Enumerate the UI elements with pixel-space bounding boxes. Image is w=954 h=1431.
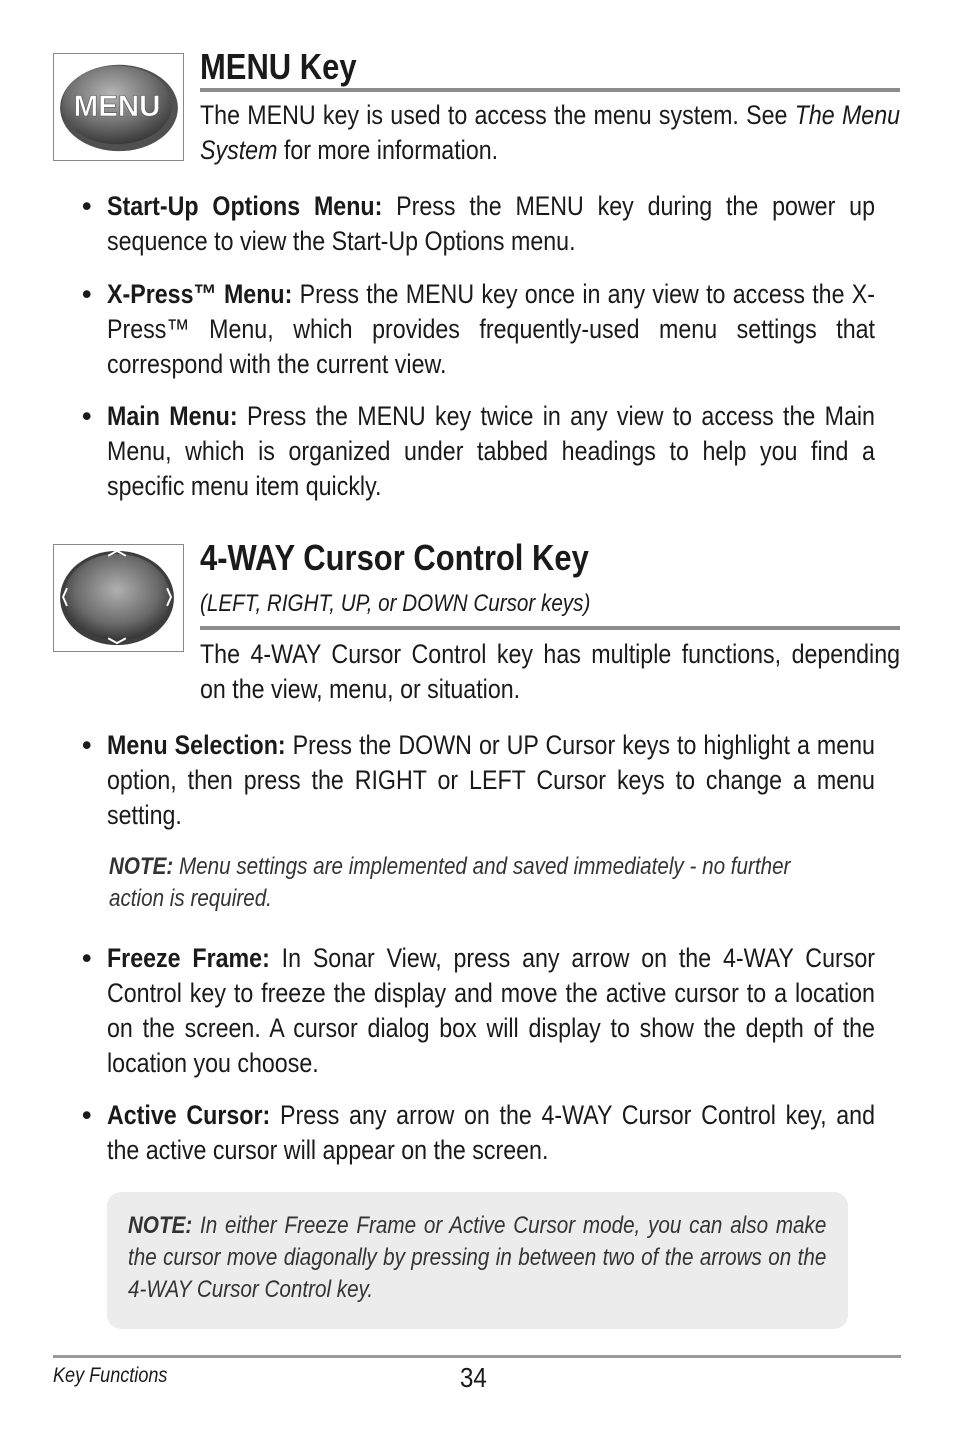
bullet-icon: • — [82, 191, 92, 221]
cursor-key-icon — [53, 544, 184, 652]
cursor-key-heading: 4-WAY Cursor Control Key — [200, 537, 589, 578]
heading-rule — [200, 88, 900, 92]
note-menu-settings: NOTE: Menu settings are implemented and saved immediately - no further action is required. — [109, 853, 791, 912]
menu-key-intro: The MENU key is used to access the menu system. See The Menu System for more information. — [200, 100, 901, 165]
list-item: Menu Selection: Press the DOWN or UP Cursor keys to highlight a menu option, then press the RIGHT or LEFT Cursor keys to change a menu setting. — [107, 730, 875, 830]
list-item: Main Menu: Press the MENU key twice in any view to access the Main Menu, which is organized under tabbed headings to help you find a specific menu item quickly. — [107, 401, 875, 501]
list-item: X-Press™ Menu: Press the MENU key once in any view to access the X-Press™ Menu, which provides frequently-used menu settings that correspond with the current view. — [107, 279, 875, 379]
menu-key-icon-label: MENU — [73, 89, 161, 123]
bullet-icon: • — [82, 279, 92, 309]
footer-section-label: Key Functions — [53, 1364, 168, 1387]
bullet-icon: • — [82, 943, 92, 973]
cursor-key-intro: The 4-WAY Cursor Control key has multiple functions, depending on the view, menu, or situation. — [200, 639, 901, 704]
cursor-key-subtitle: (LEFT, RIGHT, UP, or DOWN Cursor keys) — [200, 590, 591, 617]
bullet-icon: • — [82, 730, 92, 760]
menu-key-icon — [53, 53, 184, 161]
note-diagonal-cursor: NOTE: In either Freeze Frame or Active Cursor mode, you can also make the cursor move diagonally by pressing in between two of the arrows on the 4-WAY Cursor Control key. — [128, 1212, 827, 1303]
menu-key-heading: MENU Key — [200, 46, 357, 87]
heading-rule — [200, 626, 900, 630]
list-item: Active Cursor: Press any arrow on the 4-WAY Cursor Control key, and the active cursor will appear on the screen. — [107, 1100, 875, 1165]
footer-rule — [53, 1355, 901, 1358]
page-number: 34 — [460, 1362, 487, 1393]
list-item: Freeze Frame: In Sonar View, press any arrow on the 4-WAY Cursor Control key to freeze the display and move the active cursor to a location on the screen. A cursor dialog box will display to show the depth of the location you choose. — [107, 943, 875, 1078]
menu-system-reference: The Menu System — [200, 100, 901, 165]
bullet-icon: • — [82, 1100, 92, 1130]
list-item: Start-Up Options Menu: Press the MENU key during the power up sequence to view the Start-Up Options menu. — [107, 191, 875, 256]
bullet-icon: • — [82, 401, 92, 431]
